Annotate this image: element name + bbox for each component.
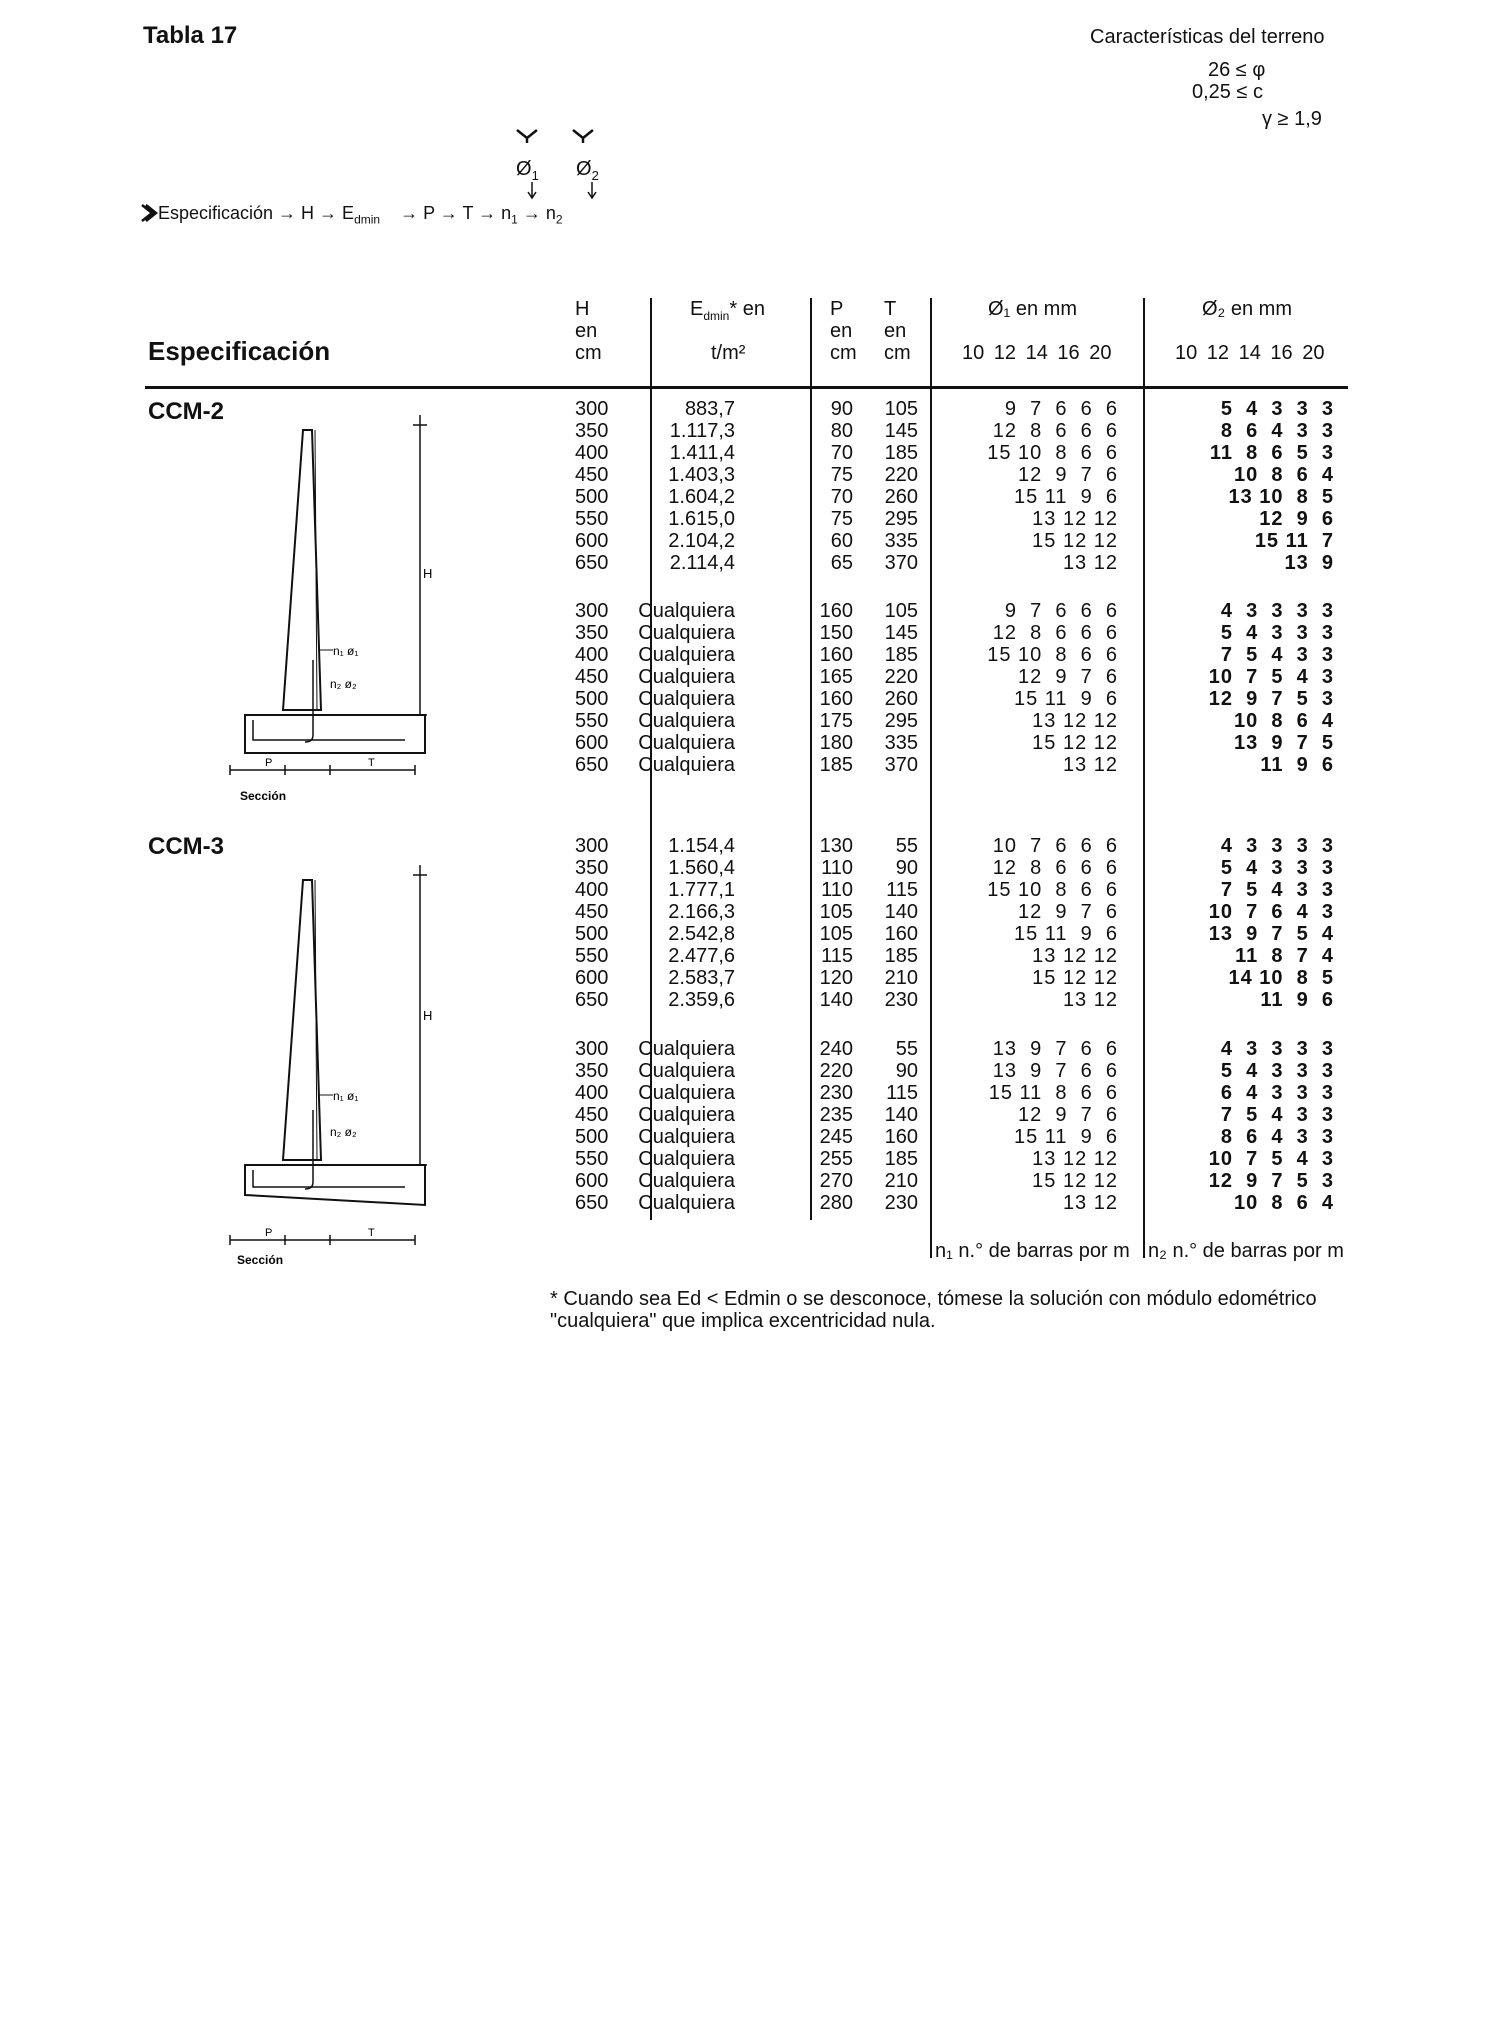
figure-caption: Sección <box>237 1253 284 1267</box>
cell-h: 600 <box>575 732 609 754</box>
col-header-edmin-unit: t/m² <box>711 342 746 364</box>
cell-p: 160 <box>819 600 853 622</box>
cell-n2: 6 4 3 3 3 <box>1220 1082 1334 1104</box>
cell-n1: 12 9 7 6 <box>1018 901 1118 923</box>
cell-h: 450 <box>575 666 609 688</box>
figure-label-p: P <box>265 1227 273 1239</box>
cell-n1: 15 11 9 6 <box>1013 688 1118 710</box>
cell-t: 230 <box>884 989 918 1011</box>
cell-h: 650 <box>575 989 609 1011</box>
cell-n1: 9 7 6 6 6 <box>1004 600 1118 622</box>
cell-p: 240 <box>819 1038 853 1060</box>
cell-h: 350 <box>575 857 609 879</box>
cell-n1: 12 8 6 6 6 <box>992 420 1118 442</box>
cell-edmin: Cualquiera <box>638 1170 735 1192</box>
cell-t: 335 <box>884 732 918 754</box>
table-row <box>0 835 1502 857</box>
cell-edmin: Cualquiera <box>638 666 735 688</box>
cell-n1: 12 9 7 6 <box>1018 464 1118 486</box>
cell-edmin: 1.154,4 <box>668 835 735 857</box>
cell-h: 500 <box>575 1126 609 1148</box>
cell-edmin: Cualquiera <box>638 688 735 710</box>
cell-p: 120 <box>819 967 853 989</box>
cell-n1: 10 7 6 6 6 <box>992 835 1118 857</box>
cell-h: 300 <box>575 600 609 622</box>
cell-t: 140 <box>884 901 918 923</box>
cell-n1: 15 11 9 6 <box>1013 486 1118 508</box>
cell-p: 65 <box>830 552 853 574</box>
cell-h: 550 <box>575 945 609 967</box>
cell-t: 115 <box>886 1082 918 1104</box>
cell-n2: 10 8 6 4 <box>1234 1192 1334 1214</box>
cell-n2: 5 4 3 3 3 <box>1220 622 1334 644</box>
cell-p: 80 <box>830 420 853 442</box>
cell-n1: 13 12 12 <box>1032 1148 1118 1170</box>
cell-n2: 7 5 4 3 3 <box>1220 644 1334 666</box>
cell-p: 150 <box>819 622 853 644</box>
cell-n1: 15 11 9 6 <box>1013 923 1118 945</box>
cell-h: 650 <box>575 552 609 574</box>
cell-edmin: 883,7 <box>684 398 735 420</box>
cell-n1: 15 12 12 <box>1032 530 1118 552</box>
cell-h: 350 <box>575 1060 609 1082</box>
cell-h: 650 <box>575 1192 609 1214</box>
col-header-phi2: Ø₂ en mm <box>1202 298 1292 320</box>
cell-n2: 8 6 4 3 3 <box>1220 420 1334 442</box>
cell-n1: 13 9 7 6 6 <box>992 1060 1118 1082</box>
cell-p: 70 <box>830 486 853 508</box>
cell-h: 400 <box>575 442 609 464</box>
cell-p: 90 <box>830 398 853 420</box>
cell-n1: 15 12 12 <box>1032 732 1118 754</box>
cell-t: 295 <box>884 508 918 530</box>
cell-n1: 13 12 <box>1062 754 1118 776</box>
cell-n1: 13 12 <box>1062 1192 1118 1214</box>
cell-t: 90 <box>895 1060 918 1082</box>
col-header-t: T en cm <box>884 298 911 364</box>
cell-h: 450 <box>575 1104 609 1126</box>
cell-t: 210 <box>884 967 918 989</box>
cell-p: 60 <box>830 530 853 552</box>
cell-p: 235 <box>819 1104 853 1126</box>
cell-n1: 13 12 12 <box>1032 710 1118 732</box>
cell-t: 145 <box>884 420 918 442</box>
footer-n1: n₁ n.° de barras por m <box>935 1240 1130 1262</box>
terrain-gamma: γ ≥ 1,9 <box>1262 108 1322 130</box>
col-header-phi1: Ø₁ en mm <box>988 298 1077 320</box>
cell-n2: 5 4 3 3 3 <box>1220 398 1334 420</box>
col-header-p: P en cm <box>830 298 857 364</box>
cell-n2: 10 7 6 4 3 <box>1208 901 1334 923</box>
cell-edmin: Cualquiera <box>638 732 735 754</box>
cell-edmin: 1.117,3 <box>669 420 735 442</box>
cell-n2: 7 5 4 3 3 <box>1220 1104 1334 1126</box>
cell-n1: 13 12 <box>1062 989 1118 1011</box>
cell-h: 300 <box>575 835 609 857</box>
cell-p: 280 <box>819 1192 853 1214</box>
cell-edmin: 1.604,2 <box>668 486 735 508</box>
cell-h: 300 <box>575 398 609 420</box>
terrain-characteristics <box>1090 26 1346 130</box>
cell-edmin: Cualquiera <box>638 1126 735 1148</box>
cell-h: 500 <box>575 923 609 945</box>
footer-n2: n₂ n.° de barras por m <box>1148 1240 1344 1262</box>
cell-n2: 11 8 6 5 3 <box>1209 442 1334 464</box>
figure-label-p: P <box>265 757 273 769</box>
arrow-down-icon <box>528 182 536 198</box>
down-chevron-icon <box>517 130 537 143</box>
phi2-label: $Ø_2$ <box>576 158 599 183</box>
cell-t: 230 <box>884 1192 918 1214</box>
page-title: Tabla 17 <box>143 22 238 49</box>
cell-h: 550 <box>575 1148 609 1170</box>
cell-edmin: Cualquiera <box>638 1148 735 1170</box>
cell-n1: 15 12 12 <box>1032 967 1118 989</box>
cell-p: 245 <box>819 1126 853 1148</box>
figure-label-h: H <box>423 1008 433 1023</box>
figure-label-t: T <box>368 1227 375 1239</box>
cell-n2: 10 8 6 4 <box>1234 464 1334 486</box>
cell-p: 185 <box>819 754 853 776</box>
cell-h: 400 <box>575 644 609 666</box>
cell-p: 165 <box>819 666 853 688</box>
cell-n1: 15 10 8 6 6 <box>987 879 1118 901</box>
cell-p: 130 <box>819 835 853 857</box>
cell-n2: 13 10 8 5 <box>1228 486 1334 508</box>
cell-t: 185 <box>884 644 918 666</box>
cell-edmin: 2.104,2 <box>668 530 735 552</box>
section-figure-ccm3 <box>225 860 455 1270</box>
cell-t: 105 <box>884 600 918 622</box>
cell-n2: 4 3 3 3 3 <box>1220 835 1334 857</box>
cell-edmin: 1.615,0 <box>668 508 735 530</box>
cell-n2: 5 4 3 3 3 <box>1220 857 1334 879</box>
cell-edmin: 2.359,6 <box>668 989 735 1011</box>
cell-h: 600 <box>575 530 609 552</box>
cell-edmin: Cualquiera <box>638 600 735 622</box>
figure-caption: Sección <box>240 789 287 803</box>
cell-edmin: Cualquiera <box>638 754 735 776</box>
cell-edmin: 1.403,3 <box>668 464 735 486</box>
cell-n2: 8 6 4 3 3 <box>1220 1126 1334 1148</box>
cell-n2: 12 9 7 5 3 <box>1208 688 1334 710</box>
cell-n1: 13 12 12 <box>1032 508 1118 530</box>
cell-t: 105 <box>884 398 918 420</box>
cell-h: 350 <box>575 420 609 442</box>
cell-n2: 13 9 <box>1284 552 1334 574</box>
cell-t: 335 <box>884 530 918 552</box>
figure-label-n2: n₂ ø₂ <box>330 1125 357 1139</box>
cell-n2: 14 10 8 5 <box>1228 967 1334 989</box>
terrain-heading: Características del terreno <box>1090 26 1325 48</box>
section-figure-ccm2 <box>225 410 455 810</box>
cell-h: 550 <box>575 710 609 732</box>
cell-t: 295 <box>884 710 918 732</box>
cell-n2: 12 9 6 <box>1259 508 1334 530</box>
cell-p: 230 <box>819 1082 853 1104</box>
cell-edmin: 2.583,7 <box>668 967 735 989</box>
cell-edmin: 2.166,3 <box>668 901 735 923</box>
cell-t: 90 <box>895 857 918 879</box>
cell-p: 105 <box>819 901 853 923</box>
cell-h: 550 <box>575 508 609 530</box>
cell-p: 110 <box>821 879 853 901</box>
cell-n2: 13 9 7 5 <box>1234 732 1334 754</box>
terrain-phi: 26 ≤ φ <box>1208 59 1266 81</box>
cell-edmin: 2.477,6 <box>668 945 735 967</box>
cell-n1: 13 9 7 6 6 <box>992 1038 1118 1060</box>
cell-n1: 12 8 6 6 6 <box>992 622 1118 644</box>
cell-edmin: Cualquiera <box>638 1038 735 1060</box>
cell-h: 600 <box>575 1170 609 1192</box>
col-header-h: H en cm <box>575 298 602 364</box>
figure-label-n1: n₁ ø₁ <box>333 1089 359 1103</box>
double-chevron-icon <box>142 205 156 221</box>
cell-t: 370 <box>884 754 918 776</box>
cell-t: 260 <box>884 688 918 710</box>
cell-p: 105 <box>819 923 853 945</box>
cell-h: 650 <box>575 754 609 776</box>
cell-t: 115 <box>886 879 918 901</box>
cell-edmin: 1.560,4 <box>668 857 735 879</box>
cell-n1: 15 10 8 6 6 <box>987 644 1118 666</box>
figure-label-n1: n₁ ø₁ <box>333 644 359 658</box>
cell-h: 400 <box>575 879 609 901</box>
cell-h: 400 <box>575 1082 609 1104</box>
figure-label-h: H <box>423 566 433 581</box>
cell-edmin: Cualquiera <box>638 1082 735 1104</box>
cell-n1: 13 12 12 <box>1032 945 1118 967</box>
cell-p: 70 <box>830 442 853 464</box>
cell-t: 160 <box>884 923 918 945</box>
cell-p: 180 <box>819 732 853 754</box>
cell-p: 75 <box>830 464 853 486</box>
cell-h: 450 <box>575 464 609 486</box>
cell-n2: 11 8 7 4 <box>1235 945 1334 967</box>
phi1-label: $Ø_1$ <box>516 158 539 183</box>
cell-n2: 5 4 3 3 3 <box>1220 1060 1334 1082</box>
cell-n2: 11 9 6 <box>1260 754 1334 776</box>
cell-n1: 12 9 7 6 <box>1018 1104 1118 1126</box>
cell-n1: 15 12 12 <box>1032 1170 1118 1192</box>
cell-edmin: 1.777,1 <box>668 879 735 901</box>
terrain-c: 0,25 ≤ c <box>1192 81 1264 103</box>
cell-t: 185 <box>884 1148 918 1170</box>
cell-t: 160 <box>884 1126 918 1148</box>
cell-n1: 13 12 <box>1062 552 1118 574</box>
cell-edmin: 2.114,4 <box>669 552 735 574</box>
col-header-edmin: $E_{dmin}*$ en <box>690 298 765 323</box>
cell-n2: 7 5 4 3 3 <box>1220 879 1334 901</box>
cell-p: 110 <box>821 857 853 879</box>
cell-t: 220 <box>884 666 918 688</box>
cell-n1: 15 11 8 6 6 <box>988 1082 1118 1104</box>
cell-edmin: 2.542,8 <box>668 923 735 945</box>
cell-t: 185 <box>884 945 918 967</box>
cell-h: 350 <box>575 622 609 644</box>
cell-edmin: 1.411,4 <box>669 442 735 464</box>
cell-t: 370 <box>884 552 918 574</box>
cell-h: 500 <box>575 688 609 710</box>
cell-p: 160 <box>819 644 853 666</box>
cell-h: 300 <box>575 1038 609 1060</box>
cell-n1: 12 9 7 6 <box>1018 666 1118 688</box>
cell-edmin: Cualquiera <box>638 644 735 666</box>
cell-n1: 15 10 8 6 6 <box>987 442 1118 464</box>
cell-n2: 13 9 7 5 4 <box>1208 923 1334 945</box>
cell-p: 75 <box>830 508 853 530</box>
cell-n1: 9 7 6 6 6 <box>1004 398 1118 420</box>
cell-n2: 15 11 7 <box>1254 530 1334 552</box>
col-header-phi2-diams: 10 12 14 16 20 <box>1175 342 1325 364</box>
cell-p: 160 <box>819 688 853 710</box>
cell-p: 270 <box>819 1170 853 1192</box>
cell-p: 140 <box>819 989 853 1011</box>
col-header-phi1-diams: 10 12 14 16 20 <box>962 342 1112 364</box>
cell-n1: 12 8 6 6 6 <box>992 857 1118 879</box>
cell-t: 260 <box>884 486 918 508</box>
figure-label-n2: n₂ ø₂ <box>330 677 357 691</box>
cell-edmin: Cualquiera <box>638 1104 735 1126</box>
cell-p: 175 <box>819 710 853 732</box>
cell-n2: 10 7 5 4 3 <box>1208 666 1334 688</box>
group-label-ccm3: CCM-3 <box>148 833 224 860</box>
group-label-ccm2: CCM-2 <box>148 398 224 425</box>
cell-n1: 15 11 9 6 <box>1013 1126 1118 1148</box>
cell-p: 115 <box>821 945 853 967</box>
cell-h: 500 <box>575 486 609 508</box>
specification-flow <box>140 125 660 235</box>
cell-edmin: Cualquiera <box>638 710 735 732</box>
cell-t: 220 <box>884 464 918 486</box>
cell-t: 145 <box>884 622 918 644</box>
flow-text: Especificación → $H \to E_{dmin}$ → $P \to T \to n_1 \to n_2$ <box>158 203 563 227</box>
specification-header: Especificación <box>148 336 331 366</box>
cell-h: 450 <box>575 901 609 923</box>
header-rule <box>145 386 1348 389</box>
cell-t: 55 <box>895 835 918 857</box>
cell-p: 255 <box>819 1148 853 1170</box>
cell-edmin: Cualquiera <box>638 622 735 644</box>
cell-t: 55 <box>895 1038 918 1060</box>
cell-p: 220 <box>819 1060 853 1082</box>
cell-t: 140 <box>884 1104 918 1126</box>
cell-n2: 11 9 6 <box>1260 989 1334 1011</box>
cell-edmin: Cualquiera <box>638 1060 735 1082</box>
figure-label-t: T <box>368 757 375 769</box>
cell-n2: 4 3 3 3 3 <box>1220 600 1334 622</box>
cell-n2: 12 9 7 5 3 <box>1208 1170 1334 1192</box>
cell-n2: 10 7 5 4 3 <box>1208 1148 1334 1170</box>
cell-edmin: Cualquiera <box>638 1192 735 1214</box>
cell-n2: 4 3 3 3 3 <box>1220 1038 1334 1060</box>
cell-t: 185 <box>884 442 918 464</box>
cell-t: 210 <box>884 1170 918 1192</box>
down-chevron-icon <box>573 130 593 143</box>
cell-h: 600 <box>575 967 609 989</box>
footnote: * Cuando sea Ed < Edmin o se desconoce, tómese la solución con módulo edométrico "cualquiera" que implica excentricidad nula. <box>550 1288 1317 1332</box>
arrow-down-icon <box>588 182 596 198</box>
cell-n2: 10 8 6 4 <box>1234 710 1334 732</box>
